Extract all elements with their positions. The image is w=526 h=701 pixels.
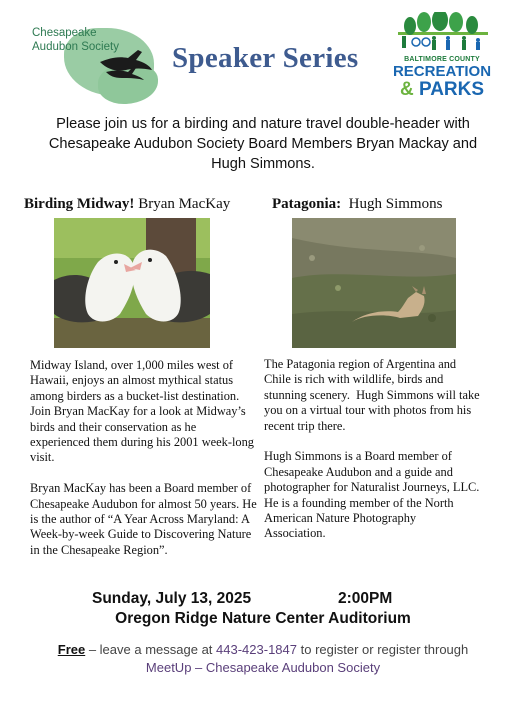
event-date: Sunday, July 13, 2025 [92, 590, 252, 607]
org-name-line1: Chesapeake [32, 27, 97, 39]
albatross-photo [54, 218, 210, 348]
registration-text-1: – leave a message at [85, 642, 217, 657]
logo-county: BALTIMORE COUNTY [404, 56, 480, 63]
right-talk-description [264, 357, 483, 542]
puma-photo [292, 218, 456, 348]
intro-text: Please join us for a birding and nature travel double-header with Chesapeake Audubon Society Board Members Bryan Mackay and Hugh Simmons. [48, 116, 478, 172]
right-speaker-bio: Hugh Simmons is a Board member of Chesapeake Audubon and a guide and photographer for Naturalist Journeys, LLC. He is a founding member of the North American Nature Photography Association. [264, 449, 480, 541]
registration-text-2: to register or register through [297, 642, 469, 657]
left-talk-paragraph: Midway Island, over 1,000 miles west of Hawaii, enjoys an almost mythical status among birders as a bucket-list destination. Join Bryan MacKay for a look at Midway’s birds and their conservation as he experienced them during his 2001 week-long visit. [30, 358, 254, 465]
event-venue: Oregon Ridge Nature Center Auditorium [115, 610, 411, 627]
left-speaker-name: Bryan MacKay [134, 196, 231, 212]
meetup-link[interactable]: MeetUp – Chesapeake Audubon Society [145, 660, 381, 675]
page-title: Speaker Series [172, 42, 359, 74]
logo-ampersand: & [399, 79, 414, 100]
chesapeake-audubon-logo [28, 22, 158, 102]
org-name-line2: Audubon Society [32, 41, 119, 53]
left-speaker-bio: Bryan MacKay has been a Board member of Chesapeake Audubon for almost 50 years. He is the author of “A Year Across Maryland: A Week-by-week Guide to Discovering Nature in the Chesapeake Region”. [30, 481, 257, 557]
event-time: 2:00PM [338, 590, 393, 607]
baltimore-county-rec-parks-logo [390, 12, 494, 104]
left-talk-heading [24, 196, 230, 213]
left-talk-description [30, 358, 258, 558]
right-speaker-name: Hugh Simmons [341, 196, 443, 212]
phone-number[interactable]: 443-423-1847 [216, 642, 297, 657]
left-talk-title: Birding Midway! [24, 196, 135, 212]
free-label: Free [57, 642, 86, 657]
org-name [32, 26, 119, 54]
registration-info [30, 641, 496, 677]
right-talk-paragraph: The Patagonia region of Argentina and Chile is rich with wildlife, birds and stunning scenery. Hugh Simmons will take you on a virtual tour with photos from his recent trip there. [264, 357, 483, 433]
logo-parks-word: PARKS [418, 79, 485, 100]
right-talk-title: Patagonia: [272, 196, 342, 212]
right-talk-heading [272, 196, 442, 213]
event-datetime [92, 590, 442, 608]
logo-recreation: RECREATION [392, 63, 492, 80]
logo-parks [390, 80, 494, 100]
trees-people-icon [390, 12, 494, 56]
